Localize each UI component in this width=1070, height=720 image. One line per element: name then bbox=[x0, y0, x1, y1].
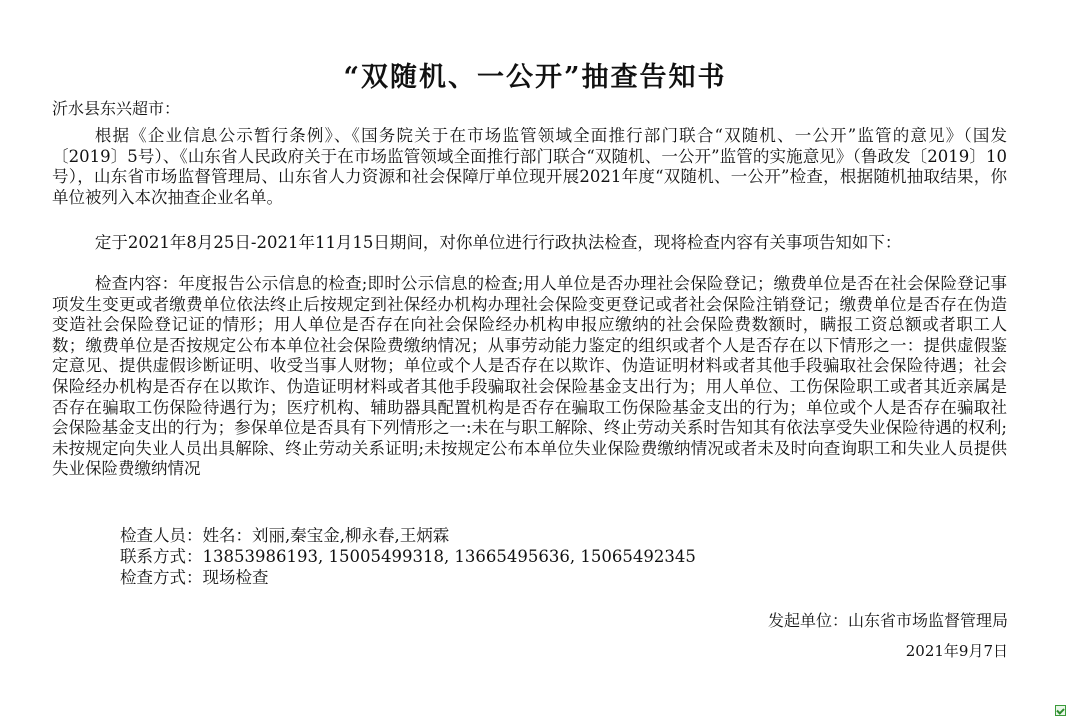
issuer: 发起单位：山东省市场监督管理局 bbox=[767, 611, 1008, 630]
document-title: “双随机、一公开”抽查告知书 bbox=[343, 62, 727, 93]
inspectors-line: 检查人员：姓名：刘丽,秦宝金,柳永春,王炳霖 bbox=[120, 526, 450, 545]
paragraph-legal-basis: 根据《企业信息公示暂行条例》、《国务院关于在市场监管领域全面推行部门联合“双随机、一公开”监管的意见》（国发〔2019〕5号）、《山东省人民政府关于在市场监管领域全面推行部门联合“双随机、一公开”监管的实施意见》（鲁政发〔2019〕10号），山东省市场监督管理局、山东省人力资源和社会保障厅单位现开展2021年度“双随机、一公开”检查，根据随机抽取结果，你单位被列入本次抽查企业名单。 bbox=[52, 126, 1007, 207]
method-line: 检查方式：现场检查 bbox=[120, 568, 269, 587]
contact-line: 联系方式：13853986193, 15005499318, 13665495636, 15065492345 bbox=[120, 547, 696, 566]
paragraph-inspection-content: 检查内容：年度报告公示信息的检查;即时公示信息的检查;用人单位是否办理社会保险登记；缴费单位是否在社会保险登记事项发生变更或者缴费单位依法终止后按规定到社保经办机构办理社会保险变更登记或者社会保险注销登记；缴费单位是否存在伪造变造社会保险登记证的情形；用人单位是否存在向社会保险经办机构申报应缴纳的社会保险费数额时，瞒报工资总额或者职工人数；缴费单位是否按规定公布本单位社会保险费缴纳情况；从事劳动能力鉴定的组织或者个人是否存在以下情形之一：提供虚假鉴定意见、提供虚假诊断证明、收受当事人财物；单位或个人是否存在以欺诈、伪造证明材料或者其他手段骗取社会保险待遇；社会保险经办机构是否存在以欺诈、伪造证明材料或者其他手段骗取社会保险基金支出行为；用人单位、工伤保险职工或者其近亲属是否存在骗取工伤保险待遇行为；医疗机构、辅助器具配置机构是否存在骗取工伤保险基金支出的行为；单位或个人是否存在骗取社会保险基金支出的行为；参保单位是否具有下列情形之一:未在与职工解除、终止劳动关系时告知其有依法享受失业保险待遇的权利;未按规定向失业人员出具解除、终止劳动关系证明;未按规定公布本单位失业保险费缴纳情况或者未及时向查询职工和失业人员提供失业保险费缴纳情况 bbox=[52, 274, 1007, 479]
paragraph-inspection-period: 定于2021年8月25日-2021年11月15日期间，对你单位进行行政执法检查，现将检查内容有关事项告知如下： bbox=[94, 233, 902, 252]
check-icon[interactable] bbox=[1055, 705, 1066, 716]
addressee: 沂水县东兴超市： bbox=[52, 99, 181, 118]
issue-date: 2021年9月7日 bbox=[905, 642, 1008, 660]
